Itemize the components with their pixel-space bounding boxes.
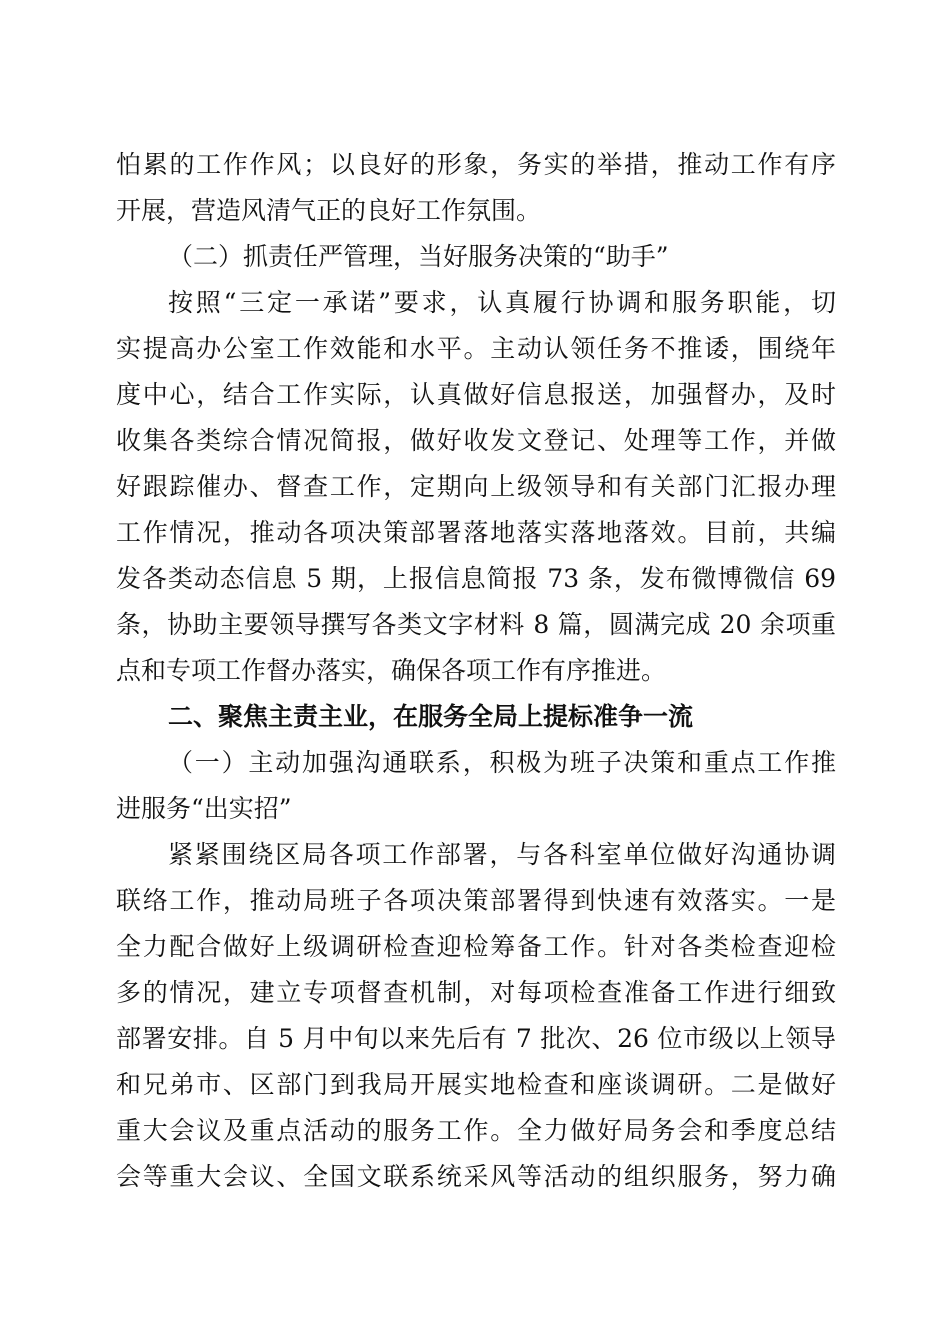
paragraph-line-18: 全力配合做好上级调研检查迎检筹备工作。针对各类检查迎检 bbox=[116, 932, 836, 961]
paragraph-line-6: 度中心，结合工作实际，认真做好信息报送，加强督办，及时 bbox=[116, 380, 836, 409]
paragraph-line-9: 工作情况，推动各项决策部署落地落实落地落效。目前，共编 bbox=[116, 518, 836, 547]
subheading-communication: （一）主动加强沟通联系，积极为班子决策和重点工作推 bbox=[168, 748, 836, 777]
paragraph-line-11: 条，协助主要领导撰写各类文字材料 8 篇，圆满完成 20 余项重 bbox=[116, 610, 836, 639]
paragraph-line-7: 收集各类综合情况简报，做好收发文登记、处理等工作，并做 bbox=[116, 426, 836, 455]
paragraph-line-20: 部署安排。自 5 月中旬以来先后有 7 批次、26 位市级以上领导 bbox=[116, 1024, 836, 1053]
paragraph-line-17: 联络工作，推动局班子各项决策部署得到快速有效落实。一是 bbox=[116, 886, 836, 915]
paragraph-line-2: 开展，营造风清气正的良好工作氛围。 bbox=[116, 196, 542, 225]
paragraph-line-10: 发各类动态信息 5 期，上报信息简报 73 条，发布微博微信 69 bbox=[116, 564, 836, 593]
paragraph-line-1: 怕累的工作作风；以良好的形象，务实的举措，推动工作有序 bbox=[116, 150, 836, 179]
paragraph-line-23: 会等重大会议、全国文联系统采风等活动的组织服务，努力确 bbox=[116, 1162, 836, 1191]
paragraph-line-5: 实提高办公室工作效能和水平。主动认领任务不推诿，围绕年 bbox=[116, 334, 836, 363]
paragraph-line-4: 按照“三定一承诺”要求，认真履行协调和服务职能，切 bbox=[168, 288, 836, 317]
paragraph-line-22: 重大会议及重点活动的服务工作。全力做好局务会和季度总结 bbox=[116, 1116, 836, 1145]
paragraph-line-8: 好跟踪催办、督查工作，定期向上级领导和有关部门汇报办理 bbox=[116, 472, 836, 501]
subheading-communication-cont: 进服务“出实招” bbox=[116, 794, 292, 823]
section-heading-two: 二、聚焦主责主业，在服务全局上提标准争一流 bbox=[168, 702, 694, 731]
paragraph-line-12: 点和专项工作督办落实，确保各项工作有序推进。 bbox=[116, 656, 667, 685]
paragraph-line-19: 多的情况，建立专项督查机制，对每项检查准备工作进行细致 bbox=[116, 978, 836, 1007]
subheading-responsibility: （二）抓责任严管理，当好服务决策的“助手” bbox=[168, 242, 669, 271]
paragraph-line-21: 和兄弟市、区部门到我局开展实地检查和座谈调研。二是做好 bbox=[116, 1070, 836, 1099]
paragraph-line-16: 紧紧围绕区局各项工作部署，与各科室单位做好沟通协调 bbox=[168, 840, 836, 869]
